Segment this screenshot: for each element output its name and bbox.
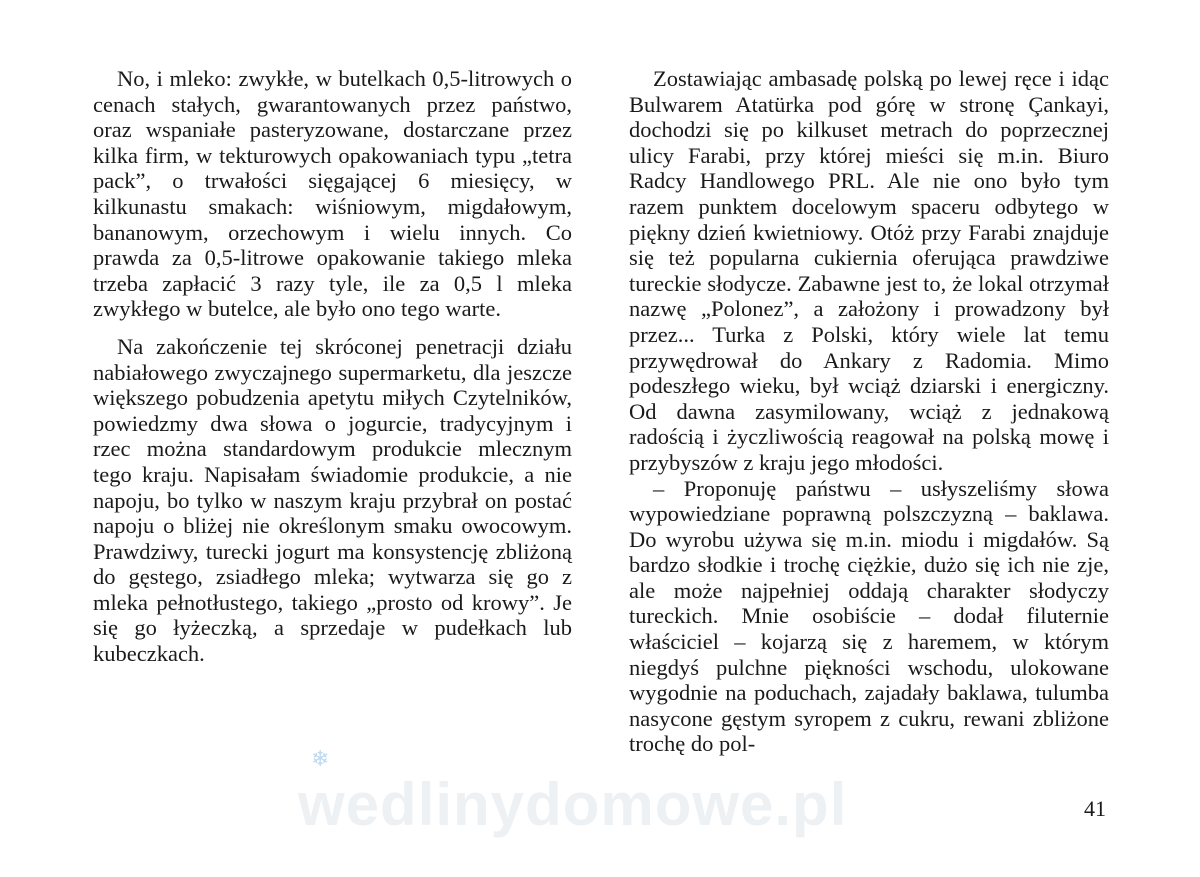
paragraph: No, i mleko: zwykłe, w butelkach 0,5-litrowych o cenach stałych, gwarantowanych przez państwo, oraz wspaniałe pasteryzowane, dostarczane przez kilka firm, w tekturowych opakowaniach typu „tetra pack”, o trwałości sięgającej 6 miesięcy, w kilkunastu smakach: wiśniowym, migdałowym, bananowym, orzechowym i wielu innych. Co prawda za 0,5-litrowe opakowanie takiego mleka trzeba zapłacić 3 razy tyle, ile za 0,5 l mleka zwykłego w butelce, ale było ono tego warte. — [93, 66, 572, 322]
watermark: wedlinydomowe.pl — [298, 771, 848, 838]
paragraph: Zostawiając ambasadę polską po lewej ręce i idąc Bulwarem Atatürka pod górę w stronę Çankayi, dochodzi się po kilkuset metrach do poprzecznej ulicy Farabi, przy której mieści się m.in. Biuro Radcy Handlowego PRL. Ale nie ono było tym razem punktem docelowym spaceru odbytego w piękny dzień kwietniowy. Otóż przy Farabi znajduje się też popularna cukiernia oferująca prawdziwe tureckie słodycze. Zabawne jest to, że lokal otrzymał nazwę „Polonez”, a założony i prowadzony był przez... Turka z Polski, który wiele lat temu przywędrował do Ankary z Radomia. Mimo podeszłego wieku, był wciąż dziarski i energiczny. Od dawna zasymilowany, wciąż z jednakową radością i życzliwością reagował na polską mowę i przybyszów z kraju jego młodości. — [629, 66, 1109, 475]
paragraph: – Proponuję państwu – usłyszeliśmy słowa wypowiedziane poprawną polszczyzną – baklawa. Do wyrobu używa się m.in. miodu i migdałów. Są bardzo słodkie i trochę ciężkie, dużo się ich nie zje, ale może najpełniej oddają charakter słodyczy tureckich. Mnie osobiście – dodał filuternie właściciel – kojarzą się z haremem, w którym niegdyś pulchne piękności wschodu, ulokowane wygodnie na poduchach, zajadały baklawa, tulumba nasycone gęstym syropem z cukru, rewani zbliżone trochę do pol- — [629, 475, 1109, 757]
paragraph: Na zakończenie tej skróconej penetracji działu nabiałowego zwyczajnego supermarketu, dla jeszcze większego pobudzenia apetytu miłych Czytelników, powiedzmy dwa słowa o jogurcie, tradycyjnym i rzec można standardowym produkcie mlecznym tego kraju. Napisałam świadomie produkcie, a nie napoju, bo tylko w naszym kraju przybrał on postać napoju o bliżej nie określonym smaku owocowym. Prawdziwy, turecki jogurt ma konsystencję zbliżoną do gęstego, zsiadłego mleka; wytwarza się go z mleka pełnotłustego, takiego „prosto od krowy”. Je się go łyżeczką, a sprzedaje w pudełkach lub kubeczkach. — [93, 333, 572, 667]
page-number: 41 — [1084, 796, 1106, 821]
right-column — [629, 66, 1109, 757]
left-column — [93, 66, 572, 667]
snowflake-icon: ❄ — [311, 746, 330, 771]
